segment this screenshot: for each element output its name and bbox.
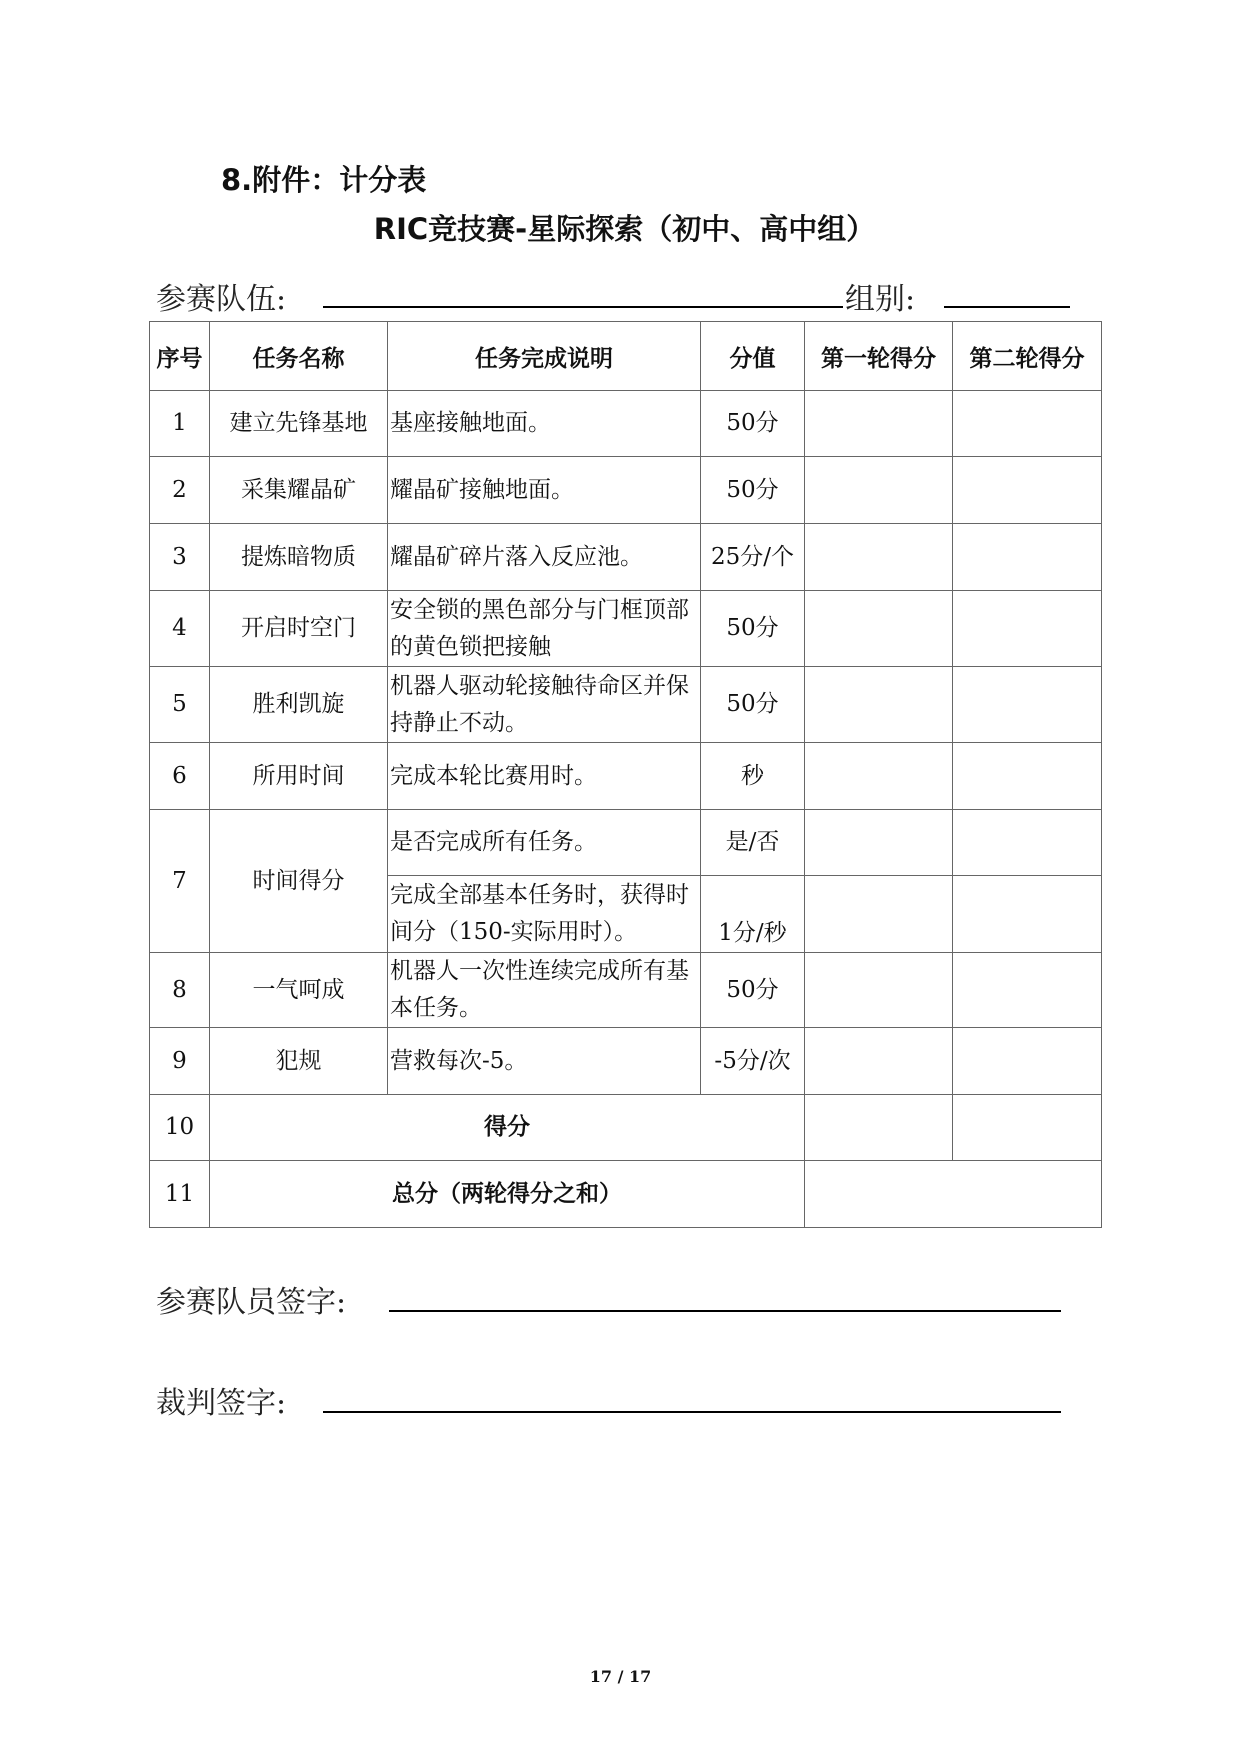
task-name: 一气呵成 — [210, 953, 388, 1028]
total-label: 总分（两轮得分之和） — [210, 1161, 805, 1228]
round2-score-cell[interactable] — [953, 1095, 1102, 1161]
task-desc: 机器人一次性连续完成所有基本任务。 — [388, 953, 701, 1028]
task-value: 50分 — [701, 591, 805, 667]
task-name: 开启时空门 — [210, 591, 388, 667]
task-value: 秒 — [701, 743, 805, 810]
table-row — [150, 667, 1102, 743]
row-no: 2 — [150, 457, 210, 524]
round2-cell[interactable] — [953, 953, 1102, 1028]
row-no: 5 — [150, 667, 210, 743]
task-value: 50分 — [701, 953, 805, 1028]
task-value: 50分 — [701, 391, 805, 457]
member-sign-line[interactable] — [389, 1310, 1061, 1312]
header-round1: 第一轮得分 — [805, 322, 953, 391]
row-no: 9 — [150, 1028, 210, 1095]
team-input-line[interactable] — [323, 306, 843, 308]
round1-cell[interactable] — [805, 391, 953, 457]
round2-cell[interactable] — [953, 1028, 1102, 1095]
table-header-row — [150, 322, 1102, 391]
row-no: 1 — [150, 391, 210, 457]
row-no: 4 — [150, 591, 210, 667]
score-table — [149, 321, 1102, 1228]
task-name: 采集耀晶矿 — [210, 457, 388, 524]
task-desc: 机器人驱动轮接触待命区并保持静止不动。 — [388, 667, 701, 743]
task-value: -5分/次 — [701, 1028, 805, 1095]
header-task-name: 任务名称 — [210, 322, 388, 391]
header-no: 序号 — [150, 322, 210, 391]
row-no: 8 — [150, 953, 210, 1028]
task-desc: 是否完成所有任务。 — [388, 810, 701, 876]
header-description: 任务完成说明 — [388, 322, 701, 391]
referee-sign-line[interactable] — [323, 1411, 1061, 1413]
group-label: 组别: — [845, 282, 916, 317]
task-value: 1分/秒 — [701, 876, 805, 953]
row-no: 3 — [150, 524, 210, 591]
task-name: 提炼暗物质 — [210, 524, 388, 591]
row-no: 10 — [150, 1095, 210, 1161]
round2-cell[interactable] — [953, 743, 1102, 810]
round1-cell[interactable] — [805, 591, 953, 667]
task-desc: 耀晶矿碎片落入反应池。 — [388, 524, 701, 591]
task-name: 犯规 — [210, 1028, 388, 1095]
section-heading: 8.附件：计分表 — [221, 163, 427, 197]
round1-cell[interactable] — [805, 457, 953, 524]
row-no: 7 — [150, 810, 210, 953]
task-name: 所用时间 — [210, 743, 388, 810]
round1-score-cell[interactable] — [805, 1095, 953, 1161]
row-no: 6 — [150, 743, 210, 810]
referee-sign-label: 裁判签字: — [156, 1386, 287, 1421]
round2-cell[interactable] — [953, 876, 1102, 953]
round2-cell[interactable] — [953, 524, 1102, 591]
round2-cell[interactable] — [953, 667, 1102, 743]
task-desc: 完成本轮比赛用时。 — [388, 743, 701, 810]
table-row — [150, 1028, 1102, 1095]
task-desc: 安全锁的黑色部分与门框顶部的黄色锁把接触 — [388, 591, 701, 667]
round1-cell[interactable] — [805, 524, 953, 591]
task-value: 25分/个 — [701, 524, 805, 591]
task-desc: 耀晶矿接触地面。 — [388, 457, 701, 524]
table-row — [150, 743, 1102, 810]
score-label: 得分 — [210, 1095, 805, 1161]
task-desc: 营救每次-5。 — [388, 1028, 701, 1095]
task-value: 50分 — [701, 667, 805, 743]
task-value: 是/否 — [701, 810, 805, 876]
round1-cell[interactable] — [805, 667, 953, 743]
page-number: 17 / 17 — [589, 1667, 652, 1686]
table-row — [150, 524, 1102, 591]
member-sign-label: 参赛队员签字: — [156, 1285, 347, 1320]
header-value: 分值 — [701, 322, 805, 391]
total-score-cell[interactable] — [805, 1161, 1102, 1228]
total-row — [150, 1161, 1102, 1228]
group-input-line[interactable] — [944, 306, 1070, 308]
task-desc: 完成全部基本任务时，获得时间分（150-实际用时）。 — [388, 876, 701, 953]
header-round2: 第二轮得分 — [953, 322, 1102, 391]
round1-cell[interactable] — [805, 743, 953, 810]
table-row — [150, 591, 1102, 667]
task-desc: 基座接触地面。 — [388, 391, 701, 457]
task-value: 50分 — [701, 457, 805, 524]
team-label: 参赛队伍: — [156, 282, 287, 317]
score-row — [150, 1095, 1102, 1161]
task-name: 建立先锋基地 — [210, 391, 388, 457]
task-name: 时间得分 — [210, 810, 388, 953]
round1-cell[interactable] — [805, 876, 953, 953]
round1-cell[interactable] — [805, 810, 953, 876]
round2-cell[interactable] — [953, 591, 1102, 667]
round1-cell[interactable] — [805, 1028, 953, 1095]
table-row — [150, 810, 1102, 876]
table-row — [150, 391, 1102, 457]
round2-cell[interactable] — [953, 810, 1102, 876]
table-row — [150, 953, 1102, 1028]
row-no: 11 — [150, 1161, 210, 1228]
task-name: 胜利凯旋 — [210, 667, 388, 743]
round1-cell[interactable] — [805, 953, 953, 1028]
document-title: RIC竞技赛-星际探索（初中、高中组） — [373, 212, 876, 246]
table-row — [150, 457, 1102, 524]
round2-cell[interactable] — [953, 391, 1102, 457]
round2-cell[interactable] — [953, 457, 1102, 524]
